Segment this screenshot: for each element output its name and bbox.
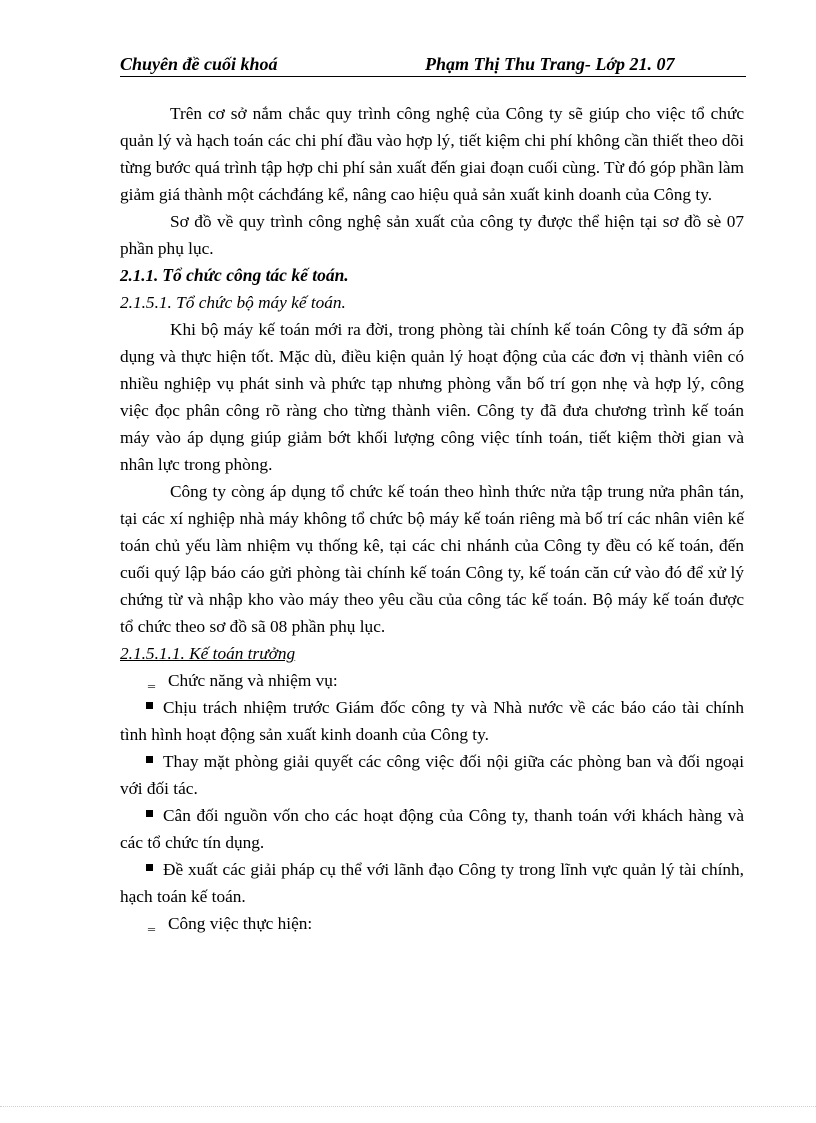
square-bullet-icon — [146, 810, 153, 817]
bullet-item — [120, 802, 744, 856]
bullet-item — [120, 748, 744, 802]
square-bullet-icon — [146, 756, 153, 763]
paragraph-4: Công ty còng áp dụng tổ chức kế toán theo hình thức nửa tập trung nửa phân tán, tại các xí nghiệp nhà máy không tổ chức bộ máy kế toán riêng mà bố trí các nhân viên kế toán chủ yếu làm nhiệm vụ thống kê, tại các chi nhánh của Công ty đều có kế toán, đến cuối quý lập báo cáo gửi phòng tài chính kế toán Công ty, kế toán căn cứ vào đó để xử lý chứng từ và nhập kho vào máy theo yêu cầu của công tác kế toán. Bộ máy kế toán được tổ chức theo sơ đồ sã 08 phần phụ lục. — [120, 482, 744, 636]
paragraph-3: Khi bộ máy kế toán mới ra đời, trong phòng tài chính kế toán Công ty đã sớm áp dụng và thực hiện tốt. Mặc dù, điều kiện quản lý hoạt động của các đơn vị thành viên có nhiều nghiệp vụ phát sinh và phức tạp nhưng phòng vẫn bố trí gọn nhẹ và hợp lý, công việc đọc phân công rõ ràng cho từng thành viên. Công ty đã đưa chương trình kế toán máy vào áp dụng giúp giảm bớt khối lượng công việc tính toán, tiết kiệm thời gian và nhân lực trong phòng. — [120, 320, 744, 474]
dash-marker: ‗ — [148, 673, 155, 688]
heading-number: 2.1.1. — [120, 266, 159, 285]
page-bottom-border — [0, 1106, 816, 1107]
dash-item-label: Chức năng và nhiệm vụ: — [168, 671, 338, 690]
heading-2-1-1 — [120, 262, 744, 289]
paragraph-2: Sơ đồ về quy trình công nghệ sản xuất của công ty được thể hiện tại sơ đồ sè 07 phần phụ lục. — [120, 212, 744, 258]
bullet-text: Chịu trách nhiệm trước Giám đốc công ty và Nhà nước về các báo cáo tài chính tình hình hoạt động sản xuất kinh doanh của Công ty. — [120, 698, 744, 744]
bullet-text: Thay mặt phòng giải quyết các công việc đối nội giữa các phòng ban và đối ngoại với đối tác. — [120, 752, 744, 798]
bullet-item — [120, 856, 744, 910]
square-bullet-icon — [146, 864, 153, 871]
page-header — [120, 54, 746, 77]
header-author: Phạm Thị Thu Trang- Lớp 21. 07 — [425, 54, 675, 74]
header-title: Chuyên đề cuối khoá — [120, 54, 278, 74]
bullet-text: Cân đối nguồn vốn cho các hoạt động của Công ty, thanh toán với khách hàng và các tổ chức tín dụng. — [120, 806, 744, 852]
bullet-text: Đề xuất các giải pháp cụ thể với lãnh đạo Công ty trong lĩnh vực quản lý tài chính, hạch toán kế toán. — [120, 860, 744, 906]
dash-item-tasks — [120, 910, 744, 937]
heading-title: Tổ chức công tác kế toán. — [162, 265, 349, 285]
dash-item-label: Công việc thực hiện: — [168, 914, 313, 933]
heading-2-1-5-1: 2.1.5.1. Tổ chức bộ máy kế toán. — [120, 293, 346, 312]
document-body — [120, 100, 744, 937]
dash-marker: ‗ — [148, 916, 155, 931]
heading-2-1-5-1-1: 2.1.5.1.1. Kế toán trưởng — [120, 644, 296, 663]
paragraph-1: Trên cơ sở nắm chắc quy trình công nghệ của Công ty sẽ giúp cho việc tổ chức quản lý và hạch toán các chi phí đầu vào hợp lý, tiết kiệm chi phí không cần thiết theo dõi từng bước quá trình tập hợp chi phí sản xuất đến giai đoạn cuối cùng. Từ đó góp phần làm giảm giá thành một cáchđáng kể, nâng cao hiệu quả sản xuất kinh doanh của Công ty. — [120, 104, 744, 204]
square-bullet-icon — [146, 702, 153, 709]
dash-item-functions — [120, 667, 744, 694]
bullet-item — [120, 694, 744, 748]
